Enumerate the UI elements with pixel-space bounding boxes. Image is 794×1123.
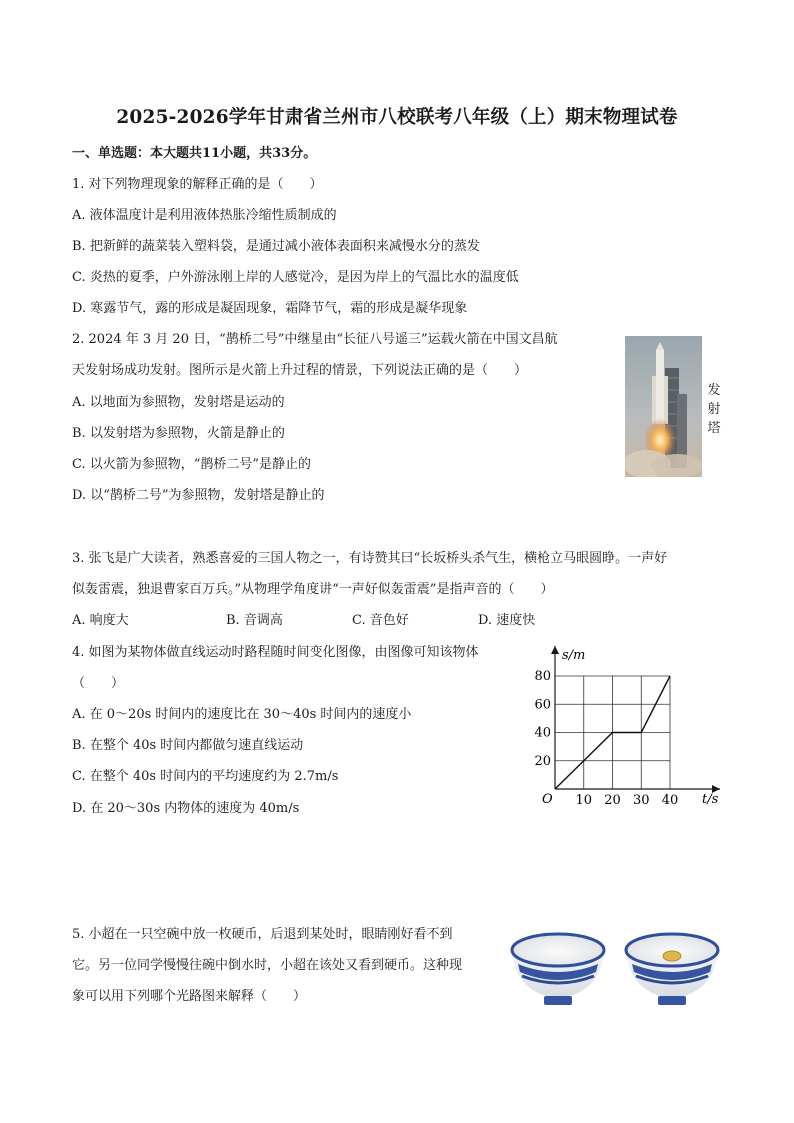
exam-title: 2025-2026学年甘肃省兰州市八校联考八年级（上）期末物理试卷 bbox=[116, 107, 678, 128]
q4-option-c: C. 在整个 40s 时间内的平均速度约为 2.7m/s bbox=[72, 769, 339, 784]
x-axis-label: t/s bbox=[702, 792, 719, 807]
x-tick-label-1: 20 bbox=[604, 793, 621, 808]
y-tick-label-2: 60 bbox=[534, 697, 551, 713]
q4-stem-line1: 4. 如图为某物体做直线运动时路程随时间变化图像，由图像可知该物体 bbox=[72, 645, 479, 660]
x-tick-label-3: 40 bbox=[661, 793, 679, 808]
q3-stem-line2: 似轰雷震，独退曹家百万兵。”从物理学角度讲“一声好似轰雷震”是指声音的（ ） bbox=[72, 582, 554, 597]
q3-option-c: C. 音色好 bbox=[352, 613, 409, 628]
q5-stem-line2: 它。另一位同学慢慢往碗中倒水时，小超在该处又看到硬币。这种现 bbox=[72, 958, 463, 973]
tower-label-char-1: 发 bbox=[707, 383, 721, 398]
y-tick-label-3: 80 bbox=[534, 669, 551, 684]
y-axis-label: s/m bbox=[562, 648, 586, 663]
y-tick-label-1: 40 bbox=[534, 725, 551, 741]
tower-label-char-2: 射 bbox=[707, 402, 721, 417]
y-tick-label-0: 20 bbox=[534, 753, 551, 769]
x-tick-label-2: 30 bbox=[632, 793, 650, 808]
q1-option-c: C. 炎热的夏季，户外游泳刚上岸的人感觉冷，是因为岸上的气温比水的温度低 bbox=[72, 270, 519, 285]
q4-option-d: D. 在 20～30s 内物体的速度为 40m/s bbox=[72, 801, 300, 816]
q2-option-b: B. 以发射塔为参照物，火箭是静止的 bbox=[72, 426, 285, 441]
question-count: 11 bbox=[202, 146, 221, 161]
bowl-with-coin bbox=[626, 934, 718, 1005]
coin-icon bbox=[663, 951, 681, 961]
q3-option-d: D. 速度快 bbox=[478, 613, 536, 628]
q3-stem-line1: 3. 张飞是广大读者，熟悉喜爱的三国人物之一，有诗赞其曰“长坂桥头杀气生，横枪立马眼圆睁。一声好 bbox=[72, 551, 668, 566]
rocket-launch-image bbox=[625, 336, 702, 477]
x-tick-label-0: 10 bbox=[575, 793, 593, 808]
empty-bowl bbox=[512, 934, 604, 1005]
q3-option-b: B. 音调高 bbox=[226, 613, 283, 628]
q1-option-a: A. 液体温度计是利用液体热胀冷缩性质制成的 bbox=[72, 208, 337, 223]
q1-option-b: B. 把新鲜的蔬菜装入塑料袋，是通过减小液体表面积来减慢水分的蒸发 bbox=[72, 239, 480, 254]
q5-stem-line3: 象可以用下列哪个光路图来解释（ ） bbox=[72, 989, 307, 1004]
y-axis-arrow bbox=[551, 646, 559, 654]
q2-option-c: C. 以火箭为参照物，“鹊桥二号”是静止的 bbox=[72, 457, 312, 472]
q2-stem-line2: 天发射场成功发射。图所示是火箭上升过程的情景，下列说法正确的是（ ） bbox=[72, 363, 528, 378]
q1-stem: 1. 对下列物理现象的解释正确的是（ ） bbox=[72, 177, 323, 192]
section-suffix: 分。 bbox=[290, 146, 317, 161]
bowls-image bbox=[508, 924, 726, 1008]
tower-label-char-3: 塔 bbox=[707, 421, 721, 436]
total-score: 33 bbox=[272, 146, 291, 161]
section-prefix: 一、单选题：本大题共 bbox=[72, 146, 203, 161]
q1-option-d: D. 寒露节气，露的形成是凝固现象，霜降节气，霜的形成是凝华现象 bbox=[72, 301, 468, 316]
q4-option-b: B. 在整个 40s 时间内都做匀速直线运动 bbox=[72, 738, 304, 753]
q2-option-a: A. 以地面为参照物，发射塔是运动的 bbox=[72, 395, 285, 410]
q4-option-a: A. 在 0～20s 时间内的速度比在 30～40s 时间内的速度小 bbox=[72, 707, 412, 722]
distance-time-chart bbox=[530, 640, 730, 815]
chart-axes bbox=[551, 646, 720, 793]
origin-label: O bbox=[542, 792, 553, 807]
q2-option-d: D. 以“鹊桥二号”为参照物，发射塔是静止的 bbox=[72, 488, 325, 503]
section-mid: 小题，共 bbox=[220, 146, 273, 161]
section-heading bbox=[72, 145, 316, 163]
q5-stem-line1: 5. 小超在一只空碗中放一枚硬币，后退到某处时，眼睛刚好看不到 bbox=[72, 927, 453, 942]
q4-stem-line2: （ ） bbox=[72, 676, 125, 691]
q2-stem-line1: 2. 2024 年 3 月 20 日，“鹊桥二号”中继星由“长征八号遥三”运载火箭在中国文昌航 bbox=[72, 332, 558, 347]
q3-option-a: A. 响度大 bbox=[72, 613, 129, 628]
